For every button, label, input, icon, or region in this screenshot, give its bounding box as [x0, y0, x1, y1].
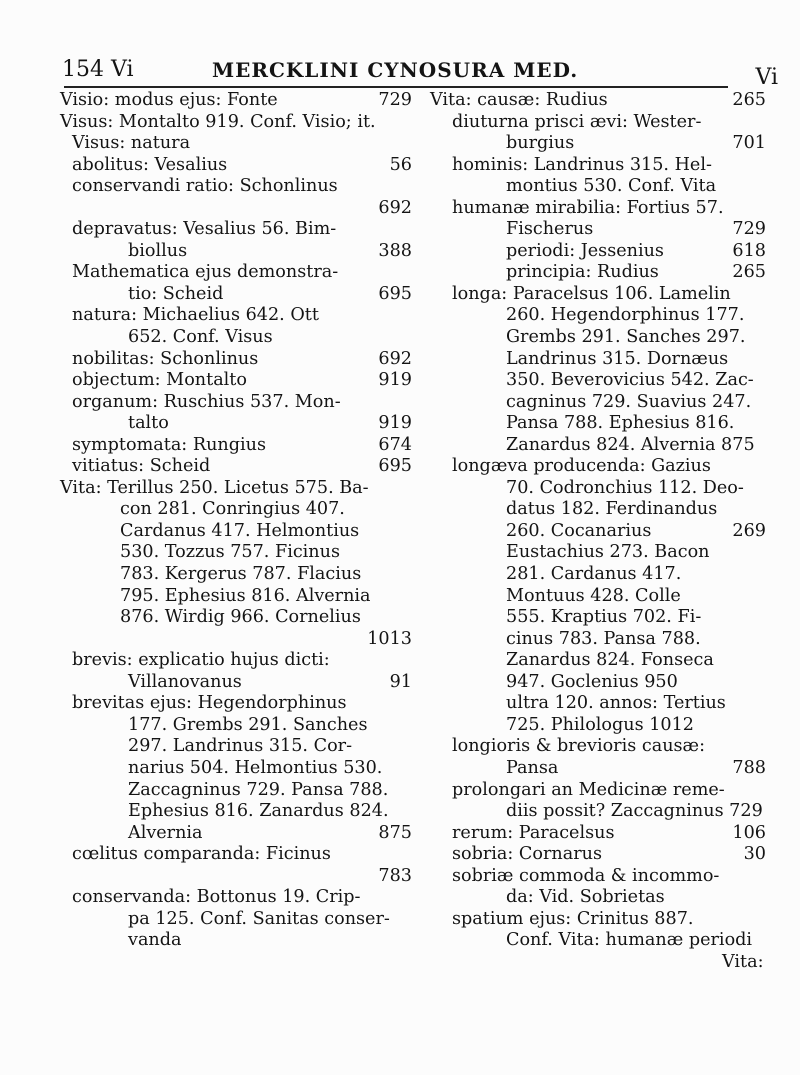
- left-index-line: [60, 887, 420, 909]
- index-entry-text: narius 504. Helmontius 530.: [128, 757, 383, 778]
- left-index-line: [60, 176, 420, 198]
- right-index-line: [430, 650, 770, 672]
- right-index-line: [430, 693, 770, 715]
- index-entry-text: depravatus: Vesalius 56. Bim-: [72, 219, 337, 240]
- index-entry-text: 260. Hegendorphinus 177.: [506, 305, 745, 326]
- index-entry-text: 783. Kergerus 787. Flacius: [120, 564, 362, 585]
- right-index-line: [430, 780, 770, 802]
- left-index-line: [60, 349, 420, 371]
- index-entry-text: 555. Kraptius 702. Fi-: [506, 607, 702, 628]
- right-index-line: [430, 629, 770, 651]
- index-entry-text: Visus: Montalto 919. Conf. Visio; it.: [60, 111, 376, 132]
- index-page-ref: 388: [378, 240, 412, 261]
- index-page-ref: 265: [732, 262, 766, 283]
- right-index-line: [430, 715, 770, 737]
- right-index-line: [430, 607, 770, 629]
- index-entry-text: brevitas ejus: Hegendorphinus: [72, 693, 347, 714]
- index-entry-text: talto: [128, 413, 169, 434]
- index-page-ref: 618: [732, 240, 766, 261]
- header-rule: [64, 86, 728, 88]
- index-entry-text: conservanda: Bottonus 19. Crip-: [72, 887, 361, 908]
- index-entry-text: periodi: Jessenius: [506, 240, 664, 261]
- right-index-line: [430, 521, 770, 543]
- index-entry-text: Pansa: [506, 757, 559, 778]
- index-entry-text: natura: Michaelius 642. Ott: [72, 305, 319, 326]
- right-index-line: [430, 801, 770, 823]
- right-running-tag: Vi: [755, 65, 778, 90]
- index-entry-text: 260. Cocanarius: [506, 520, 652, 541]
- right-index-line: [430, 952, 770, 974]
- index-entry-text: nobilitas: Schonlinus: [72, 348, 259, 369]
- index-entry-text: Landrinus 315. Dornæus: [506, 348, 729, 369]
- left-index-line: [60, 90, 420, 112]
- index-entry-text: cinus 783. Pansa 788.: [506, 628, 701, 649]
- index-entry-text: 652. Conf. Visus: [128, 327, 273, 348]
- index-page-ref: 919: [378, 413, 412, 434]
- index-entry-text: 795. Ephesius 816. Alvernia: [120, 585, 371, 606]
- left-index-line: [60, 392, 420, 414]
- index-entry-text: symptomata: Rungius: [72, 434, 266, 455]
- left-index-line: [60, 262, 420, 284]
- right-column: [430, 90, 770, 973]
- index-entry-text: Zaccagninus 729. Pansa 788.: [128, 779, 389, 800]
- index-entry-text: spatium ejus: Crinitus 887.: [452, 908, 694, 929]
- index-page-ref: 695: [378, 456, 412, 477]
- right-index-line: [430, 90, 770, 112]
- right-index-line: [430, 823, 770, 845]
- left-index-line: [60, 219, 420, 241]
- left-index-line: [60, 542, 420, 564]
- index-entry-text: sobria: Cornarus: [452, 844, 602, 865]
- index-page-ref: 701: [732, 133, 766, 154]
- left-index-line: [60, 133, 420, 155]
- right-index-line: [430, 327, 770, 349]
- right-index-line: [430, 133, 770, 155]
- left-index-line: [60, 435, 420, 457]
- index-entry-text: Fischerus: [506, 219, 594, 240]
- left-running-tag: Vi: [111, 57, 134, 82]
- right-index-line: [430, 284, 770, 306]
- index-entry-text: 350. Beverovicius 542. Zac-: [506, 370, 754, 391]
- index-entry-text: brevis: explicatio hujus dicti:: [72, 650, 330, 671]
- right-index-line: [430, 499, 770, 521]
- right-index-line: [430, 866, 770, 888]
- left-index-line: [60, 844, 420, 866]
- right-index-line: [430, 672, 770, 694]
- index-entry-text: longioris & brevioris causæ:: [452, 736, 706, 757]
- index-entry-text: 725. Philologus 1012: [506, 714, 694, 735]
- index-entry-text: Pansa 788. Ephesius 816.: [506, 413, 735, 434]
- page-header: [62, 56, 784, 90]
- index-entry-text: rerum: Paracelsus: [452, 822, 615, 843]
- left-index-line: [60, 456, 420, 478]
- right-index-line: [430, 112, 770, 134]
- left-index-line: [60, 327, 420, 349]
- right-index-line: [430, 349, 770, 371]
- index-entry-text: Montuus 428. Colle: [506, 585, 681, 606]
- right-index-line: [430, 198, 770, 220]
- right-index-line: [430, 241, 770, 263]
- index-page-ref: 269: [732, 520, 766, 541]
- index-entry-text: organum: Ruschius 537. Mon-: [72, 391, 341, 412]
- index-page-ref: 783: [378, 865, 412, 886]
- left-index-line: [60, 499, 420, 521]
- index-entry-text: Visio: modus ejus: Fonte: [60, 90, 278, 110]
- left-index-line: [60, 801, 420, 823]
- right-index-line: [430, 844, 770, 866]
- right-index-line: [430, 564, 770, 586]
- index-entry-text: Mathematica ejus demonstra-: [72, 262, 339, 283]
- index-page-ref: 106: [732, 822, 766, 843]
- left-index-line: [60, 672, 420, 694]
- index-entry-text: datus 182. Ferdinandus: [506, 499, 718, 520]
- right-index-line: [430, 758, 770, 780]
- right-index-line: [430, 176, 770, 198]
- index-entry-text: Vita: causæ: Rudius: [430, 90, 608, 110]
- index-entry-text: montius 530. Conf. Vita: [506, 176, 717, 197]
- left-index-line: [60, 370, 420, 392]
- right-index-line: [430, 736, 770, 758]
- left-index-line: [60, 305, 420, 327]
- left-index-line: [60, 241, 420, 263]
- index-entry-text: 281. Cardanus 417.: [506, 564, 682, 585]
- index-entry-text: Cardanus 417. Helmontius: [120, 520, 360, 541]
- index-entry-text: 947. Goclenius 950: [506, 671, 678, 692]
- left-index-line: [60, 650, 420, 672]
- right-index-line: [430, 909, 770, 931]
- index-page-ref: 30: [743, 844, 766, 865]
- index-page-ref: 692: [378, 348, 412, 369]
- index-entry-text: Zanardus 824. Alvernia 875: [506, 434, 755, 455]
- index-entry-text: Vita:: [722, 951, 764, 972]
- index-entry-text: longæva producenda: Gazius: [452, 456, 711, 477]
- index-entry-text: Visus: natura: [72, 133, 191, 154]
- index-entry-text: sobriæ commoda & incommo-: [452, 865, 720, 886]
- left-index-line: [60, 586, 420, 608]
- index-entry-text: burgius: [506, 133, 575, 154]
- right-index-line: [430, 262, 770, 284]
- index-page-ref: 729: [732, 219, 766, 240]
- index-entry-text: 530. Tozzus 757. Ficinus: [120, 542, 340, 563]
- index-page-ref: 265: [732, 90, 766, 110]
- running-title: MERCKLINI CYNOSURA MED.: [212, 58, 579, 82]
- index-entry-text: cœlitus comparanda: Ficinus: [72, 844, 331, 865]
- left-index-line: [60, 758, 420, 780]
- index-entry-text: longa: Paracelsus 106. Lamelin: [452, 283, 731, 304]
- index-entry-text: tio: Scheid: [128, 283, 224, 304]
- left-column: [60, 90, 420, 952]
- index-entry-text: biollus: [128, 240, 188, 261]
- right-index-line: [430, 370, 770, 392]
- left-index-line: [60, 521, 420, 543]
- index-entry-text: Alvernia: [128, 822, 203, 843]
- left-index-line: [60, 564, 420, 586]
- index-page-ref: 91: [389, 671, 412, 692]
- index-entry-text: humanæ mirabilia: Fortius 57.: [452, 197, 724, 218]
- index-entry-text: ultra 120. annos: Tertius: [506, 693, 726, 714]
- index-page-ref: 788: [732, 757, 766, 778]
- index-entry-text: 70. Codronchius 112. Deo-: [506, 477, 744, 498]
- right-index-line: [430, 887, 770, 909]
- left-index-line: [60, 693, 420, 715]
- index-entry-text: diuturna prisci ævi: Wester-: [452, 111, 702, 132]
- index-entry-text: Conf. Vita: humanæ periodi: [506, 930, 753, 951]
- index-entry-text: Eustachius 273. Bacon: [506, 542, 710, 563]
- index-entry-text: 297. Landrinus 315. Cor-: [128, 736, 353, 757]
- index-entry-text: principia: Rudius: [506, 262, 659, 283]
- index-entry-text: diis possit? Zaccagninus 729: [506, 801, 763, 822]
- right-index-line: [430, 435, 770, 457]
- right-index-line: [430, 478, 770, 500]
- left-index-line: [60, 780, 420, 802]
- left-index-line: [60, 198, 420, 220]
- left-index-line: [60, 715, 420, 737]
- index-entry-text: con 281. Conringius 407.: [120, 499, 345, 520]
- index-entry-text: 177. Grembs 291. Sanches: [128, 714, 368, 735]
- index-entry-text: abolitus: Vesalius: [72, 154, 228, 175]
- left-index-line: [60, 413, 420, 435]
- index-entry-text: Grembs 291. Sanches 297.: [506, 327, 746, 348]
- index-entry-text: prolongari an Medicinæ reme-: [452, 779, 725, 800]
- left-index-line: [60, 607, 420, 629]
- right-index-line: [430, 930, 770, 952]
- left-index-line: [60, 629, 420, 651]
- page-number-and-tag: [62, 56, 134, 84]
- left-index-line: [60, 736, 420, 758]
- page-number: 154: [62, 57, 104, 82]
- right-index-line: [430, 219, 770, 241]
- index-entry-text: vanda: [128, 930, 182, 951]
- index-entry-text: vitiatus: Scheid: [72, 456, 211, 477]
- index-entry-text: objectum: Montalto: [72, 370, 247, 391]
- index-entry-text: hominis: Landrinus 315. Hel-: [452, 154, 712, 175]
- index-entry-text: da: Vid. Sobrietas: [506, 887, 665, 908]
- index-page-ref: 729: [378, 90, 412, 110]
- right-index-line: [430, 155, 770, 177]
- index-entry-text: Ephesius 816. Zanardus 824.: [128, 801, 389, 822]
- right-index-line: [430, 392, 770, 414]
- right-index-line: [430, 413, 770, 435]
- right-index-line: [430, 305, 770, 327]
- index-entry-text: 876. Wirdig 966. Cornelius: [120, 607, 361, 628]
- index-entry-text: Zanardus 824. Fonseca: [506, 650, 714, 671]
- left-index-line: [60, 909, 420, 931]
- left-index-line: [60, 155, 420, 177]
- left-index-line: [60, 823, 420, 845]
- index-page-ref: 875: [378, 822, 412, 843]
- index-page-ref: 695: [378, 283, 412, 304]
- right-index-line: [430, 586, 770, 608]
- left-index-line: [60, 930, 420, 952]
- left-index-line: [60, 478, 420, 500]
- index-entry-text: Villanovanus: [128, 671, 242, 692]
- index-entry-text: conservandi ratio: Schonlinus: [72, 176, 338, 197]
- index-page-ref: 674: [378, 434, 412, 455]
- index-page-ref: 56: [389, 154, 412, 175]
- right-index-line: [430, 542, 770, 564]
- left-index-line: [60, 866, 420, 888]
- left-index-line: [60, 112, 420, 134]
- index-page-ref: 919: [378, 370, 412, 391]
- index-entry-text: cagninus 729. Suavius 247.: [506, 391, 752, 412]
- right-index-line: [430, 456, 770, 478]
- index-entry-text: Vita: Terillus 250. Licetus 575. Ba-: [60, 477, 369, 498]
- index-entry-text: pa 125. Conf. Sanitas conser-: [128, 908, 390, 929]
- index-page-ref: 692: [378, 197, 412, 218]
- index-page-ref: 1013: [367, 628, 412, 649]
- left-index-line: [60, 284, 420, 306]
